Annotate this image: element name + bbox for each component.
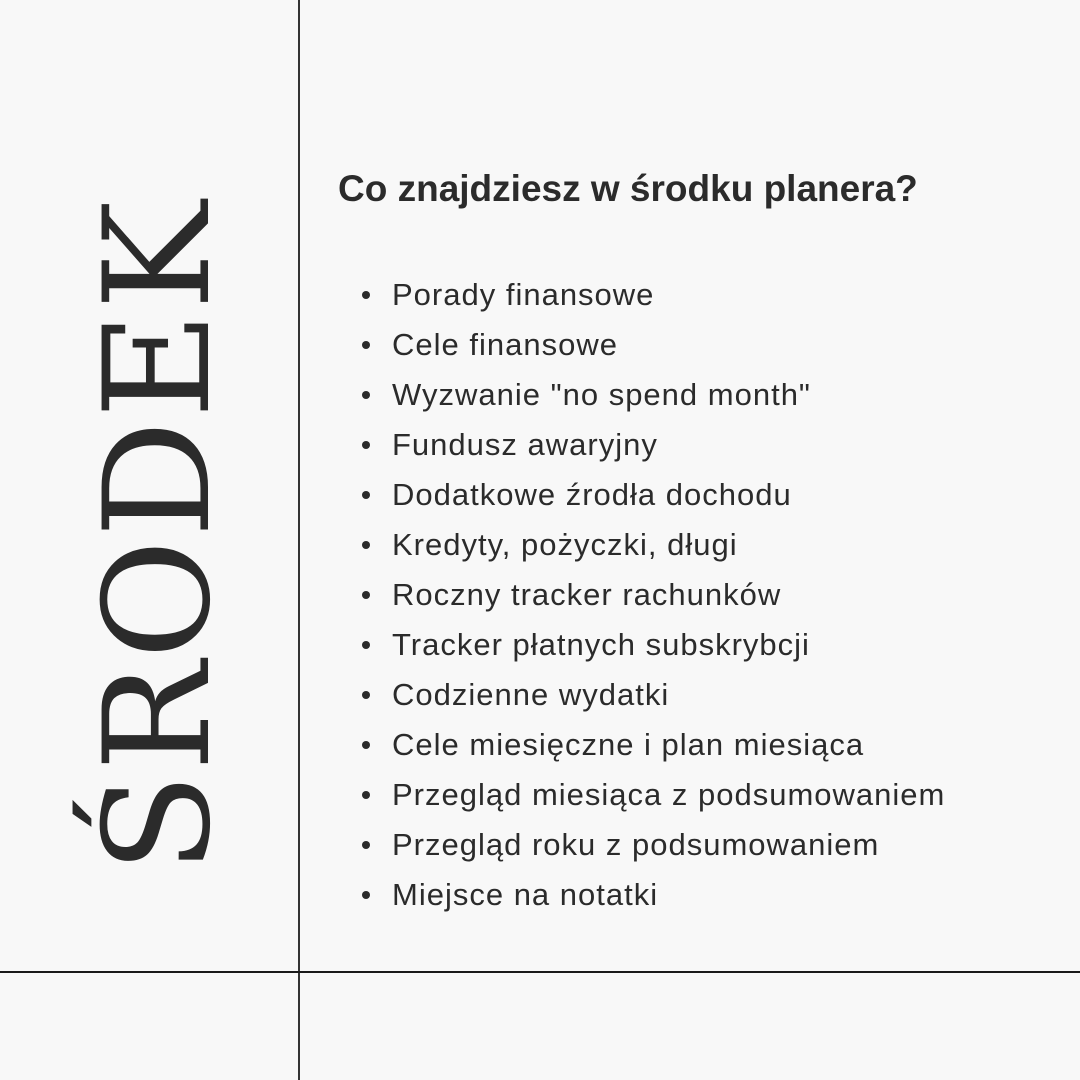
contents-list [362,270,945,920]
list-item [362,520,945,570]
list-item-label: Przegląd miesiąca z podsumowaniem [392,777,946,812]
bullet-icon [362,691,370,699]
list-item-label: Przegląd roku z podsumowaniem [392,827,880,862]
bullet-icon [362,641,370,649]
bullet-icon [362,541,370,549]
list-item [362,320,945,370]
list-item [362,570,945,620]
bullet-icon [362,491,370,499]
list-item [362,620,945,670]
bullet-icon [362,341,370,349]
list-item-label: Dodatkowe źrodła dochodu [392,477,792,512]
vertical-divider [298,0,300,1080]
list-item-label: Kredyty, pożyczki, długi [392,527,738,562]
side-title: ŚRODEK [73,198,243,874]
list-item-label: Codzienne wydatki [392,677,670,712]
list-item-label: Wyzwanie "no spend month" [392,377,811,412]
list-item [362,820,945,870]
list-item [362,670,945,720]
list-item-label: Cele miesięczne i plan miesiąca [392,727,865,762]
bullet-icon [362,741,370,749]
list-item [362,420,945,470]
list-item [362,470,945,520]
list-item-label: Porady finansowe [392,277,655,312]
list-item-label: Miejsce na notatki [392,877,659,912]
bullet-icon [362,841,370,849]
list-item [362,870,945,920]
list-item-label: Fundusz awaryjny [392,427,658,462]
list-item-label: Cele finansowe [392,327,618,362]
list-item [362,370,945,420]
bullet-icon [362,591,370,599]
bullet-icon [362,291,370,299]
bullet-icon [362,441,370,449]
bullet-icon [362,391,370,399]
horizontal-divider [0,971,1080,973]
bullet-icon [362,791,370,799]
list-item [362,770,945,820]
list-item-label: Tracker płatnych subskrybcji [392,627,810,662]
list-item-label: Roczny tracker rachunków [392,577,782,612]
page-heading: Co znajdziesz w środku planera? [338,168,918,209]
bullet-icon [362,891,370,899]
list-item [362,720,945,770]
list-item [362,270,945,320]
